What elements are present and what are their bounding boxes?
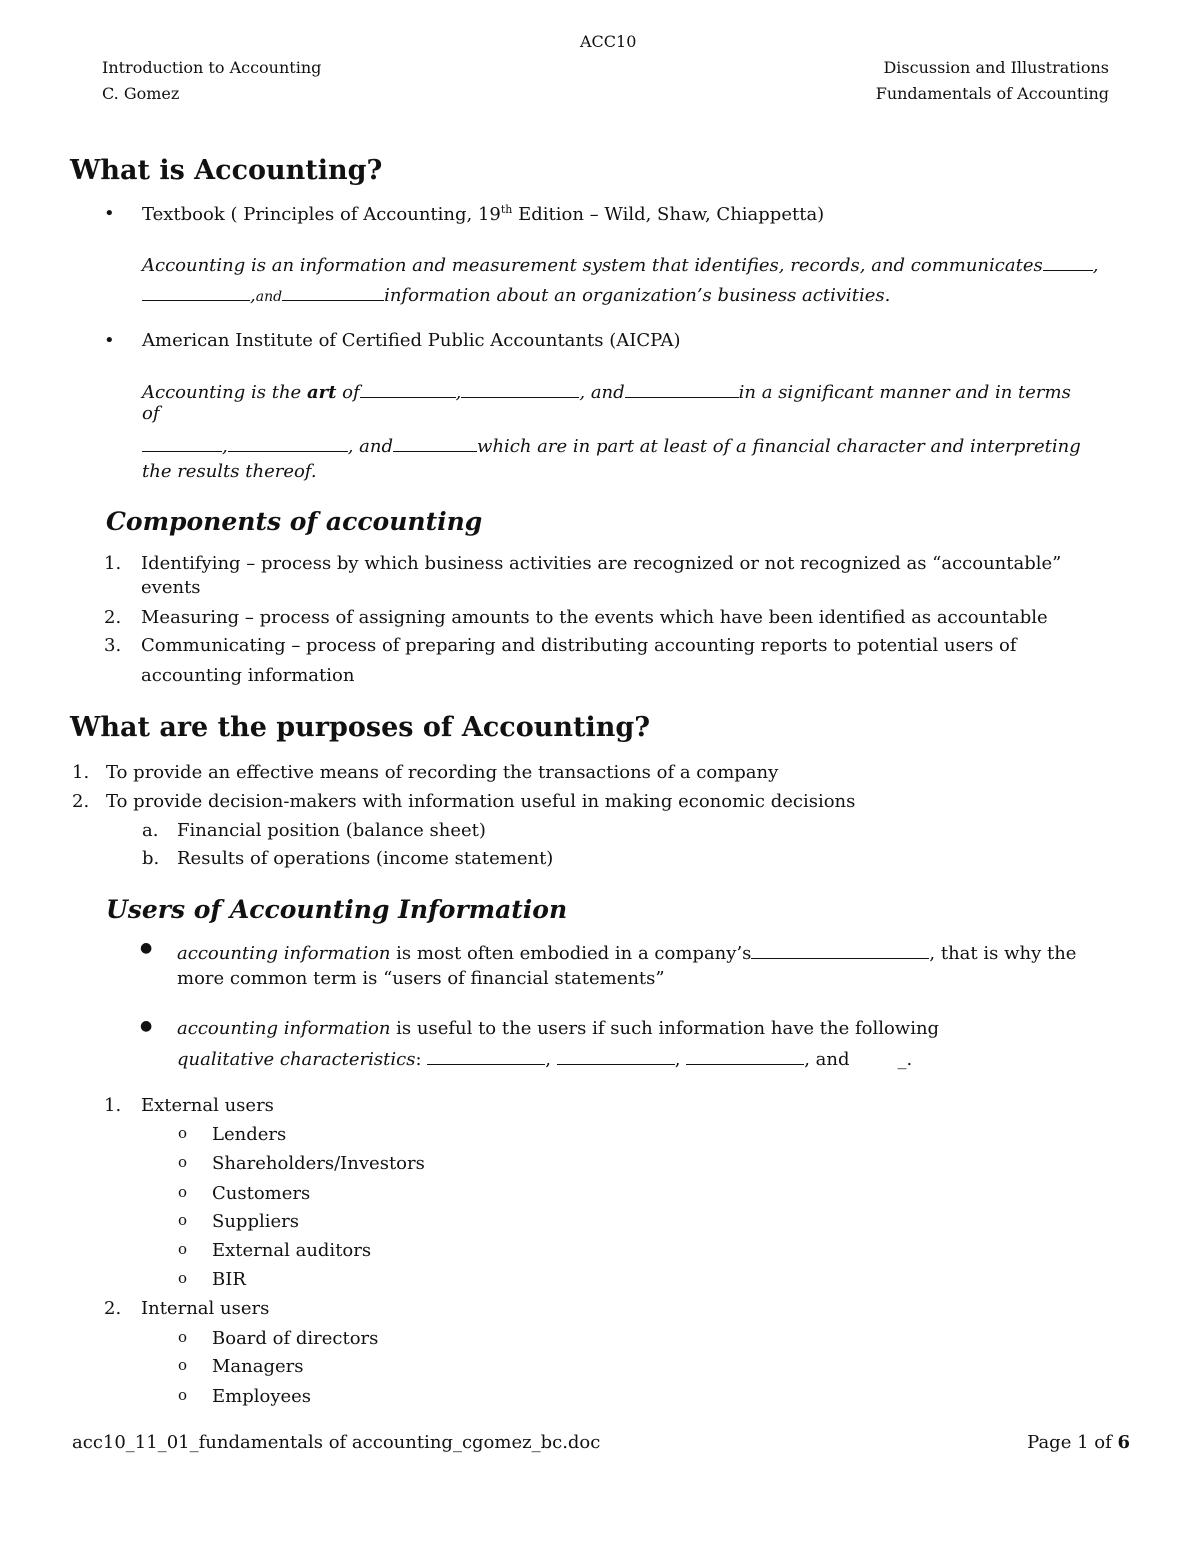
users-bullet1-line2: more common term is “users of financial statements” (177, 968, 665, 989)
sub-bullet-icon: o (178, 1328, 188, 1346)
sub-bullet-icon: o (178, 1124, 188, 1142)
aicpa-definition-line4: the results thereof. (142, 461, 317, 482)
textbook-reference: Textbook ( Principles of Accounting, 19th Edition – Wild, Shaw, Chiappetta) (142, 203, 825, 225)
users-bullet2-line1: accounting information is useful to the users if such information have the following (177, 1018, 940, 1039)
users-bullet1-line1: accounting information is most often embodied in a company’s , that is why the (177, 940, 1076, 964)
internal-user-item: Board of directors (212, 1328, 379, 1349)
purpose-recording: To provide an effective means of recording the transactions of a company (106, 762, 779, 783)
component-identifying-line2: events (141, 577, 201, 598)
sub-bullet-icon: o (178, 1356, 188, 1374)
aicpa-reference: American Institute of Certified Public Accountants (AICPA) (142, 330, 681, 351)
header-course-title: Introduction to Accounting (102, 58, 322, 77)
sub-bullet-icon: o (178, 1183, 188, 1201)
aicpa-definition-line1: Accounting is the art of , , and in a significant manner and in terms (142, 379, 1071, 403)
external-user-item: Lenders (212, 1124, 287, 1145)
section-title-purposes: What are the purposes of Accounting? (70, 712, 651, 743)
sub-bullet-icon: o (178, 1153, 188, 1171)
external-user-item: Shareholders/Investors (212, 1153, 425, 1174)
sub-bullet-icon: o (178, 1240, 188, 1258)
header-author: C. Gomez (102, 84, 180, 103)
bullet-icon: ● (140, 940, 153, 956)
internal-users-label: Internal users (141, 1298, 270, 1319)
list-number: 2. (72, 791, 90, 812)
aicpa-definition-line2: of (142, 403, 160, 424)
internal-user-item: Employees (212, 1386, 312, 1407)
sub-bullet-icon: o (178, 1386, 188, 1404)
component-identifying-line1: Identifying – process by which business activities are recognized or not recognized as “accountable” (141, 553, 1062, 574)
footer-page-number: Page 1 of 6 (1027, 1432, 1130, 1453)
bullet-icon: ● (140, 1018, 153, 1034)
sub-bullet-icon: o (178, 1211, 188, 1229)
list-number: 1. (104, 1095, 122, 1116)
footer-filename: acc10_11_01_fundamentals of accounting_cgomez_bc.doc (72, 1432, 601, 1453)
external-user-item: BIR (212, 1269, 246, 1290)
list-number: 2. (104, 1298, 122, 1319)
component-communicating-line1: Communicating – process of preparing and distributing accounting reports to potential users of (141, 635, 1017, 656)
bullet-icon: • (104, 330, 115, 351)
external-user-item: Suppliers (212, 1211, 299, 1232)
external-user-item: External auditors (212, 1240, 372, 1261)
textbook-definition-line1: Accounting is an information and measurement system that identifies, records, and communicates , (142, 252, 1098, 276)
section-title-what-is-accounting: What is Accounting? (70, 155, 383, 186)
component-measuring: Measuring – process of assigning amounts to the events which have been identified as accountable (141, 607, 1048, 628)
external-user-item: Customers (212, 1183, 311, 1204)
section-title-users: Users of Accounting Information (106, 895, 568, 924)
header-doc-topic: Fundamentals of Accounting (875, 84, 1109, 103)
list-letter: b. (142, 848, 160, 869)
external-users-label: External users (141, 1095, 274, 1116)
component-communicating-line2: accounting information (141, 665, 355, 686)
section-title-components: Components of accounting (106, 507, 483, 536)
list-letter: a. (142, 820, 159, 841)
sub-bullet-icon: o (178, 1269, 188, 1287)
header-course-code: ACC10 (580, 32, 637, 51)
bullet-icon: • (104, 203, 115, 224)
header-doc-type: Discussion and Illustrations (883, 58, 1109, 77)
aicpa-definition-line3: , , and which are in part at least of a financial character and interpreting (142, 433, 1081, 457)
purpose-results-of-operations: Results of operations (income statement) (177, 848, 554, 869)
textbook-definition-line2: ,and information about an organization’s business activities. (142, 282, 890, 306)
list-number: 3. (104, 635, 122, 656)
internal-user-item: Managers (212, 1356, 304, 1377)
list-number: 2. (104, 607, 122, 628)
purpose-financial-position: Financial position (balance sheet) (177, 820, 486, 841)
purpose-decision-making: To provide decision-makers with information useful in making economic decisions (106, 791, 856, 812)
users-bullet2-line2: qualitative characteristics: , , , and _. (177, 1046, 912, 1070)
list-number: 1. (104, 553, 122, 574)
list-number: 1. (72, 762, 90, 783)
